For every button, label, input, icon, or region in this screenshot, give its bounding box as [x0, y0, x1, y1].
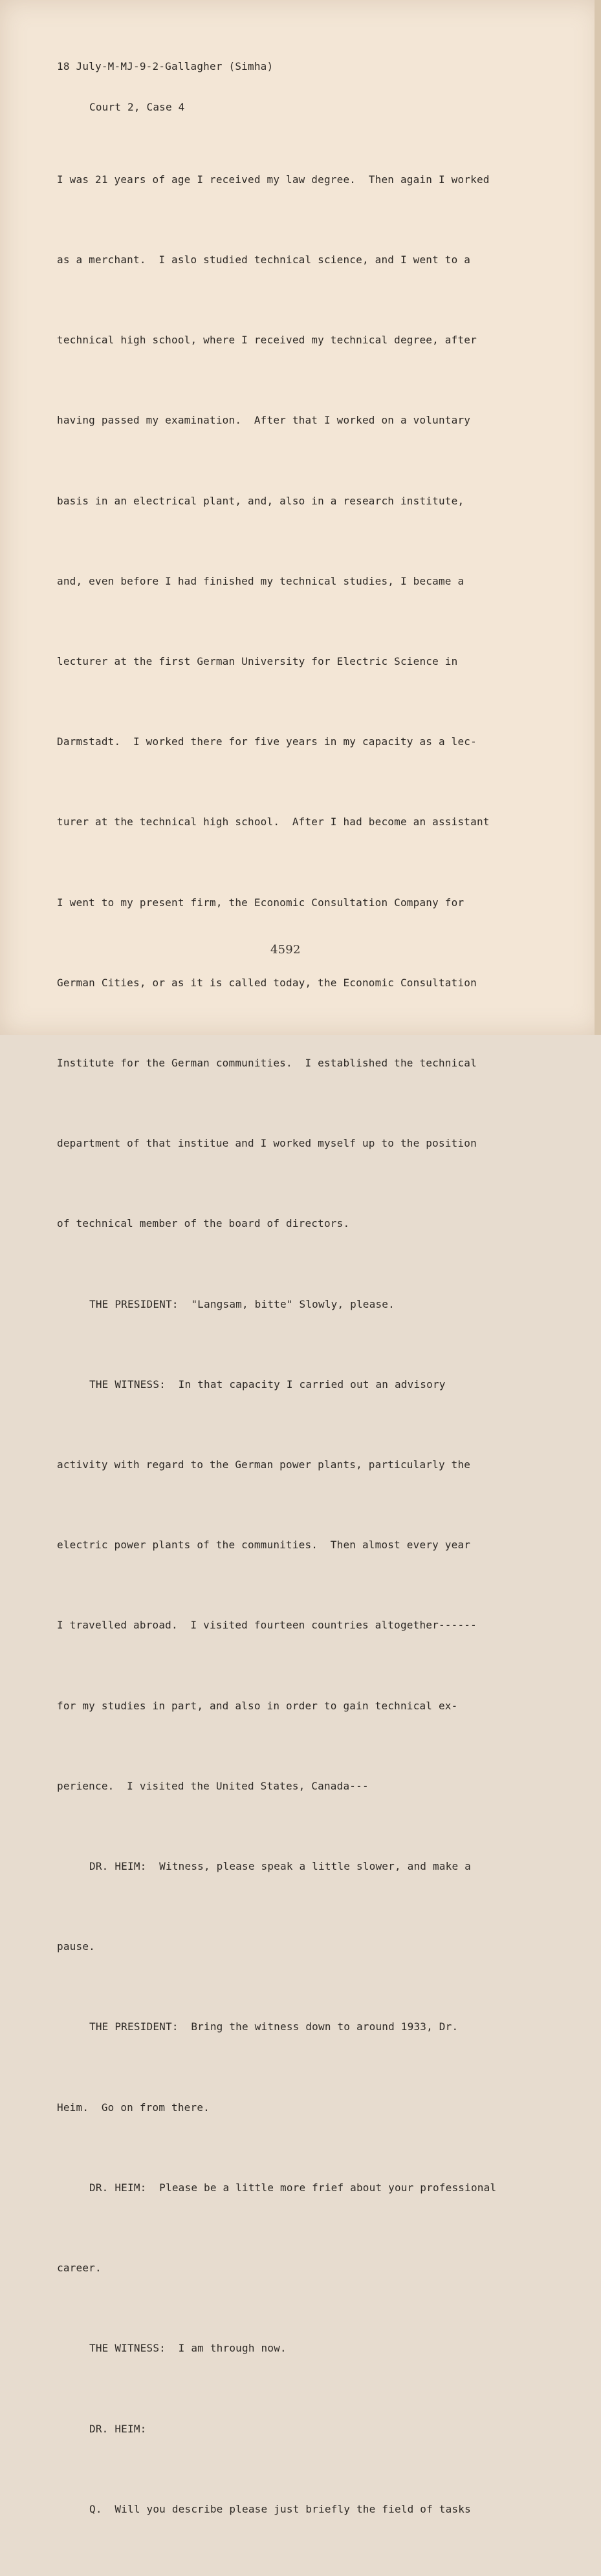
header-line-2: Court 2, Case 4 — [89, 101, 185, 113]
header-line-1: 18 July-M-MJ-9-2-Gallagher (Simha) — [57, 60, 274, 72]
text-line: THE WITNESS: I am through now. — [89, 2342, 287, 2355]
text-line: perience. I visited the United States, Canada--- — [57, 1779, 369, 1792]
text-line: Darmstadt. I worked there for five years in my capacity as a lec- — [57, 735, 477, 748]
text-line: Heim. Go on from there. — [57, 2101, 210, 2114]
text-line: Institute for the German communities. I established the technical — [57, 1057, 477, 1070]
text-line: I travelled abroad. I visited fourteen countries altogether------ — [57, 1619, 477, 1632]
text-line: DR. HEIM: — [89, 2422, 147, 2435]
text-line: of technical member of the board of directors. — [57, 1217, 350, 1230]
text-line: technical high school, where I received my technical degree, after — [57, 334, 477, 347]
text-line: and, even before I had finished my technical studies, I became a — [57, 574, 464, 587]
text-line: Q. Will you describe please just briefly the field of tasks — [89, 2502, 471, 2515]
text-line: basis in an electrical plant, and, also in a research institute, — [57, 494, 464, 507]
transcript-body — [57, 113, 574, 2576]
text-line: as a merchant. I aslo studied technical science, and I went to a — [57, 254, 471, 266]
page-edge — [595, 0, 601, 1035]
text-line: having passed my examination. After that I worked on a voluntary — [57, 414, 471, 427]
text-line: lecturer at the first German University for Electric Science in — [57, 655, 458, 668]
text-line: THE PRESIDENT: "Langsam, bitte" Slowly, please. — [89, 1297, 395, 1310]
text-line: for my studies in part, and also in order to gain technical ex- — [57, 1699, 458, 1712]
text-line: career. — [57, 2262, 102, 2275]
text-line: I was 21 years of age I received my law degree. Then again I worked — [57, 173, 490, 186]
text-line: DR. HEIM: Witness, please speak a little slower, and make a — [89, 1860, 471, 1873]
text-line: I went to my present firm, the Economic Consultation Company for — [57, 896, 464, 909]
text-line: department of that institue and I worked myself up to the position — [57, 1137, 477, 1150]
text-line: THE PRESIDENT: Bring the witness down to around 1933, Dr. — [89, 2020, 459, 2033]
text-line: turer at the technical high school. After I had become an assistant — [57, 816, 490, 828]
page-number: 4592 — [270, 943, 301, 957]
text-line: activity with regard to the German power plants, particularly the — [57, 1458, 471, 1471]
text-line: DR. HEIM: Please be a little more frief about your professional — [89, 2181, 497, 2194]
text-line: electric power plants of the communities. Then almost every year — [57, 1539, 471, 1552]
text-line: THE WITNESS: In that capacity I carried out an advisory — [89, 1378, 446, 1391]
text-line: pause. — [57, 1940, 95, 1953]
text-line: German Cities, or as it is called today, the Economic Consultation — [57, 976, 477, 989]
